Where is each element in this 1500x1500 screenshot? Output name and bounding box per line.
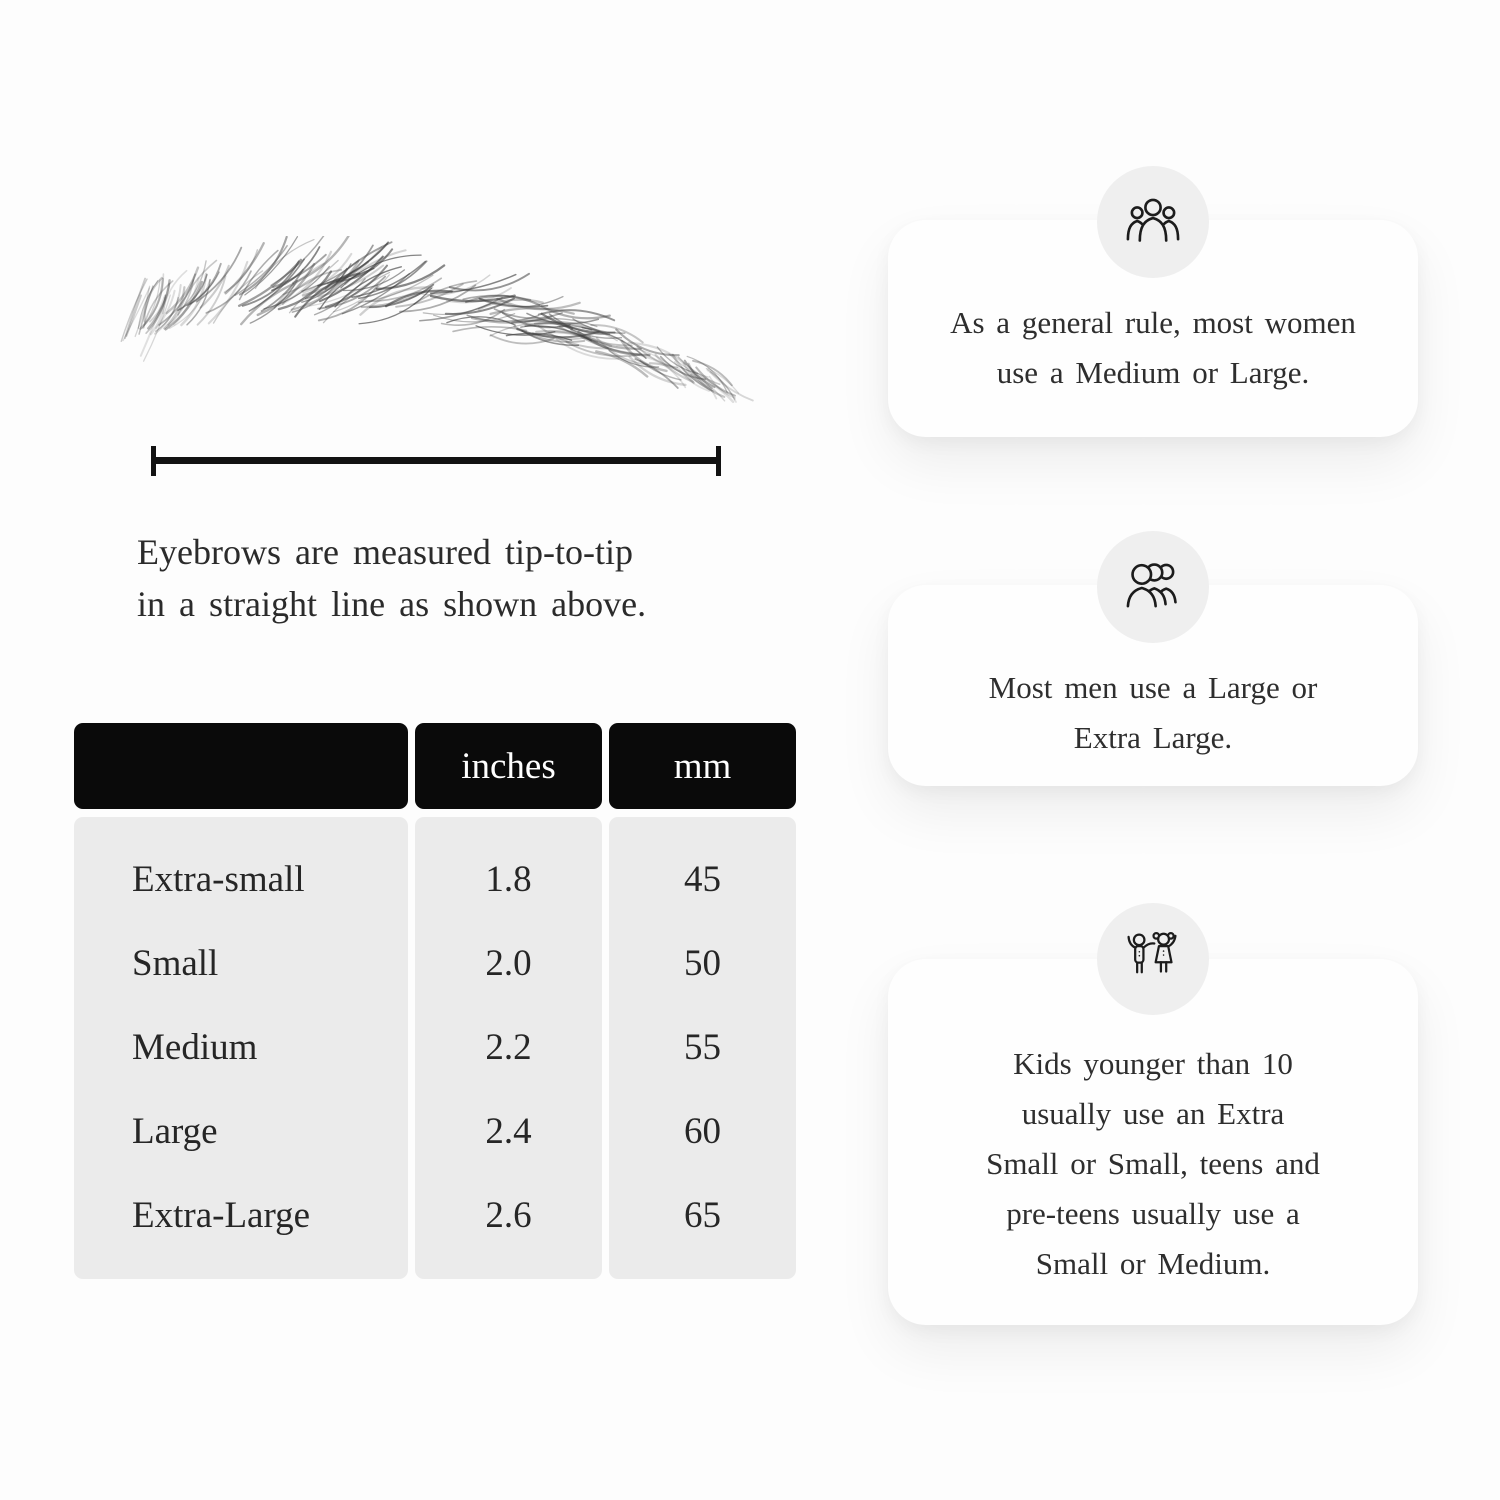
mm-column (609, 817, 796, 1279)
mm-value-cell: 60 (684, 1110, 721, 1152)
card-text-line: use a Medium or Large. (996, 355, 1310, 390)
info-card-women-text (908, 298, 1398, 398)
size-name-cell: Small (132, 942, 219, 984)
size-name-cell: Extra-Large (132, 1194, 311, 1236)
header-cell-inches: inches (415, 723, 602, 809)
eyebrow-illustration (112, 236, 772, 406)
info-card-kids-text (908, 1039, 1398, 1289)
inches-value-cell: 2.2 (485, 1026, 532, 1068)
header-cell-size (74, 723, 408, 809)
size-name-cell: Extra-small (132, 858, 305, 900)
card-text-line: As a general rule, most women (950, 305, 1356, 340)
mm-value-cell: 55 (684, 1026, 721, 1068)
children-icon (1120, 926, 1186, 992)
card-text-line: Most men use a Large or (988, 670, 1318, 705)
measurement-tick-right (716, 446, 721, 476)
measurement-bar (151, 457, 721, 464)
info-card-men-text (908, 663, 1398, 763)
women-group-icon (1120, 189, 1186, 255)
size-table (74, 723, 796, 1279)
inches-value-cell: 2.0 (485, 942, 532, 984)
measurement-line (151, 446, 721, 476)
card-text-line: pre-teens usually use a (1006, 1196, 1300, 1231)
card-text-line: Extra Large. (1073, 720, 1233, 755)
caption-line-1: Eyebrows are measured tip-to-tip (137, 532, 633, 572)
size-name-column (74, 817, 408, 1279)
size-name-cell: Large (132, 1110, 218, 1152)
measurement-caption (137, 526, 777, 630)
mm-value-cell: 50 (684, 942, 721, 984)
size-table-header (74, 723, 796, 809)
card-text-line: Small or Medium. (1035, 1246, 1271, 1281)
kids-icon-circle (1097, 903, 1209, 1015)
inches-value-cell: 2.4 (485, 1110, 532, 1152)
card-text-line: usually use an Extra (1021, 1096, 1285, 1131)
inches-value-cell: 1.8 (485, 858, 532, 900)
men-icon-circle (1097, 531, 1209, 643)
size-name-cell: Medium (132, 1026, 258, 1068)
inches-value-cell: 2.6 (485, 1194, 532, 1236)
size-table-body (74, 817, 796, 1279)
men-group-icon (1120, 554, 1186, 620)
mm-value-cell: 65 (684, 1194, 721, 1236)
caption-line-2: in a straight line as shown above. (137, 584, 647, 624)
women-icon-circle (1097, 166, 1209, 278)
inches-column (415, 817, 602, 1279)
card-text-line: Kids younger than 10 (1013, 1046, 1293, 1081)
card-text-line: Small or Small, teens and (986, 1146, 1320, 1181)
mm-value-cell: 45 (684, 858, 721, 900)
header-cell-mm: mm (609, 723, 796, 809)
